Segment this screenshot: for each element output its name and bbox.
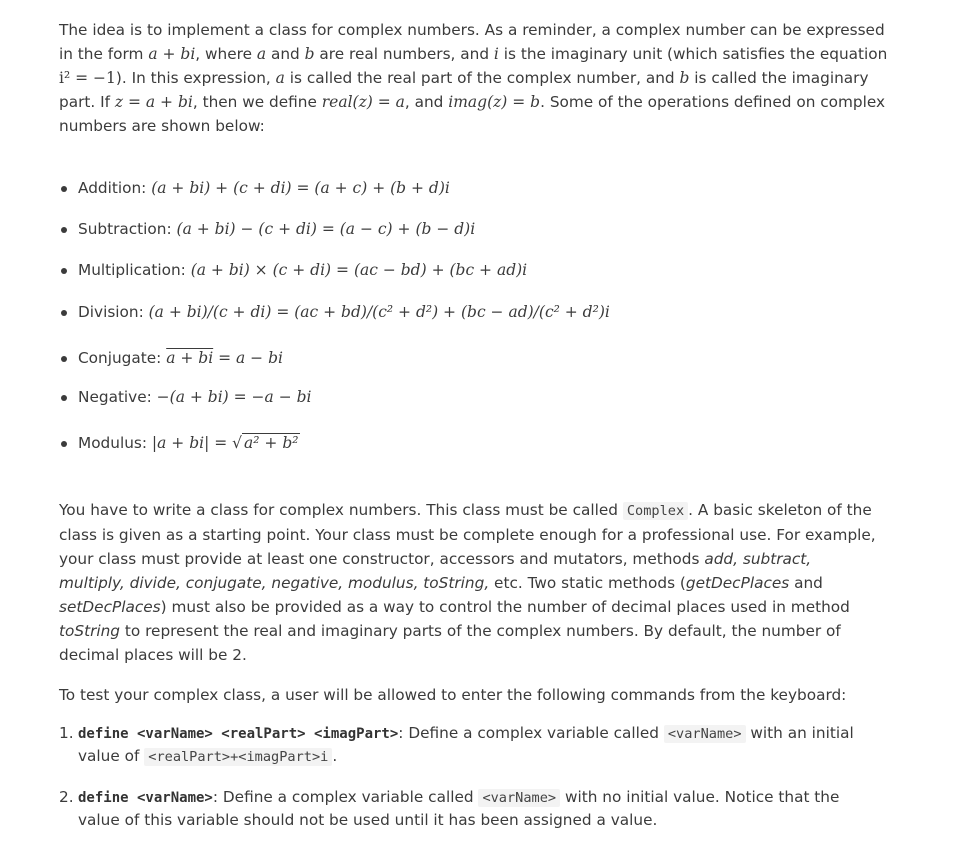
commands-list [59,722,879,831]
cmd-text: : Define a complex variable called [212,788,479,806]
list-item [59,431,610,455]
op-formula: (a + bi) × (c + di) = (ac − bd) + (bc + ad)i [190,261,528,279]
intro-text: is the imaginary unit (which satisfies the equation [498,45,888,63]
item-number: 2. [59,788,74,806]
p2-text: You have to write a class for complex numbers. This class must be called [59,501,623,519]
op-label: Addition: [78,179,152,197]
command-syntax: define <varName> [78,790,213,806]
math-z: z = a + bi [114,93,193,111]
math-a: a [256,45,267,63]
op-formula: −(a + bi) = −a − bi [156,388,312,406]
cmd-text: : Define a complex variable called [398,724,664,742]
intro-text: , where [195,45,257,63]
op-label: Multiplication: [78,261,191,279]
class-name-code: Complex [623,502,688,520]
list-item [59,176,610,200]
list-item [59,217,610,241]
inline-code: <realPart>+<imagPart>i [144,748,332,766]
inline-code: <varName> [478,789,560,807]
intro-text: . Some of the operations defined on complex numbers are shown below: [59,93,886,135]
method-name: toString [59,622,121,640]
cmd-text: . [332,747,338,765]
cmd-text: with an initial value of [78,724,854,765]
math-eq: i² = −1 [59,69,116,87]
radicand: a² + b² [244,434,299,452]
intro-text: are real numbers, and [314,45,494,63]
list-item [59,786,879,831]
intro-paragraph [59,18,889,138]
intro-text: The idea is to implement a class for complex numbers. As a reminder, a complex number can be expressed in the form [59,21,885,63]
p2-text: ) must also be provided as a way to control the number of decimal places used in method [160,598,850,616]
method-list: add, subtract, multiply, divide, conjugate, negative, modulus, toString, [59,550,812,592]
math-a: a [275,69,285,87]
list-item [59,258,610,282]
math-b: b [679,69,690,87]
op-formula: (a + bi) − (c + di) = (a − c) + (b − d)i [176,220,476,238]
math-form: a + bi [148,45,196,63]
op-label: Negative: [78,388,157,406]
math-i: i [493,45,499,63]
test-intro-paragraph: To test your complex class, a user will be allowed to enter the following commands from the keyboard: [59,686,847,704]
math-imag: imag(z) = b [448,93,541,111]
p2-text: etc. Two static methods ( [489,574,686,592]
op-label: Conjugate: [78,349,167,367]
list-item [59,346,610,370]
op-label: Subtraction: [78,220,177,238]
op-label: Division: [78,303,149,321]
math-real: real(z) = a [321,93,405,111]
op-formula-radicand [242,431,300,455]
p2-text: and [789,574,823,592]
intro-text: , then we define [192,93,322,111]
list-item [59,300,610,324]
intro-text: , and [404,93,449,111]
class-requirements-paragraph [59,498,879,667]
intro-text: is called the imaginary part. If [59,69,869,111]
op-formula-overlined: a + bi [166,349,214,367]
list-item [59,722,879,768]
op-formula: (a + bi)/(c + di) = (ac + bd)/(c² + d²) + (bc − ad)/(c² + d²)i [148,303,610,321]
command-syntax: define <varName> <realPart> <imagPart> [78,726,399,742]
inline-code: <varName> [664,725,746,743]
p2-text: to represent the real and imaginary parts of the complex numbers. By default, the number of decimal places will be 2. [59,622,841,664]
method-name: getDecPlaces [685,574,790,592]
item-number: 1. [59,724,74,742]
operations-list [59,176,610,455]
cmd-text: with no initial value. Notice that the value of this variable should not be used until it has been assigned a value. [78,788,840,829]
intro-text: ). In this expression, [115,69,276,87]
list-item [59,385,610,409]
math-b: b [304,45,315,63]
intro-text: is called the real part of the complex number, and [284,69,680,87]
intro-text: and [266,45,305,63]
op-formula: (a + bi) + (c + di) = (a + c) + (b + d)i [151,179,450,197]
op-label: Modulus: [78,434,152,452]
method-name: setDecPlaces [59,598,161,616]
op-formula: |a + bi| = √ [151,434,243,452]
p2-text: . A basic skeleton of the class is given as a starting point. Your class must be complete enough for a professional use. For example, your class must provide at least one constructor, accessors and mutators, methods [59,501,876,568]
op-formula: = a − bi [213,349,283,367]
